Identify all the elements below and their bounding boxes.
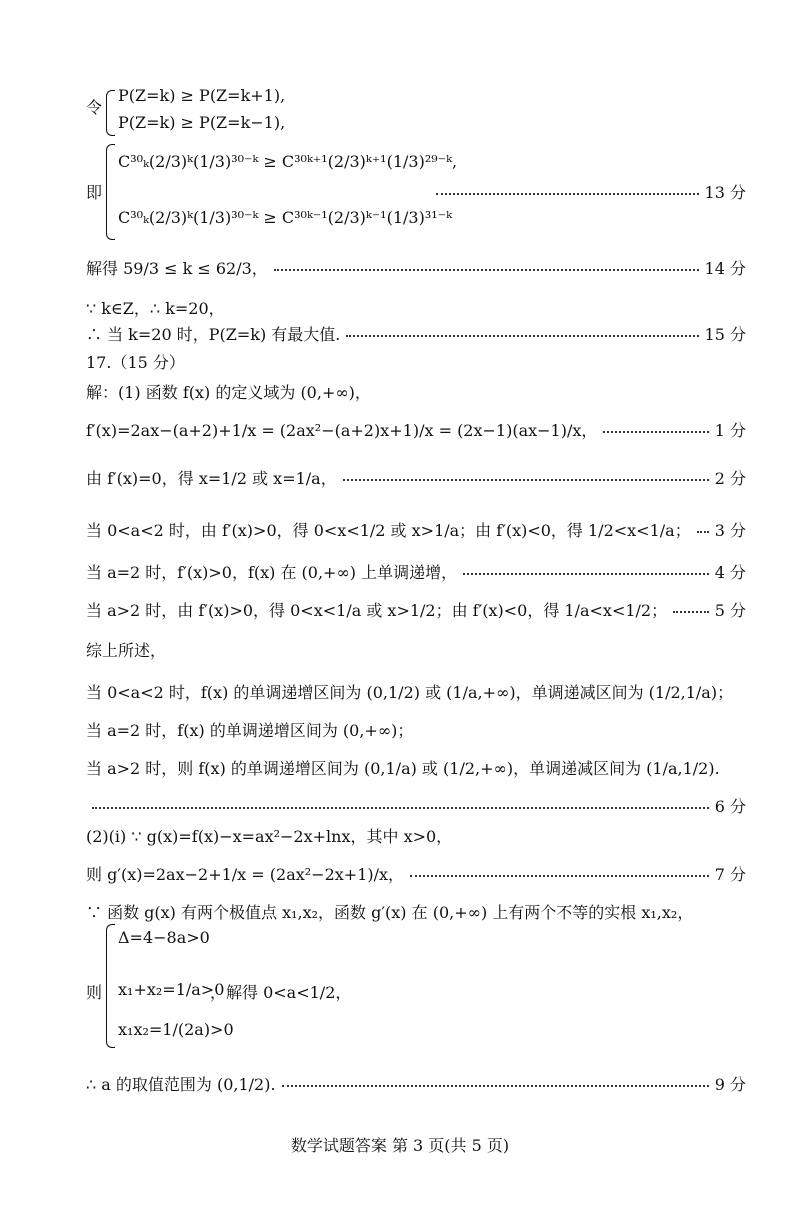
case-a-gt-2: 当 a>2 时，由 f′(x)>0，得 0<x<1/a 或 x>1/2；由 f′(x)<0，得 1/a<x<1/2； (86, 601, 668, 620)
line-9 (86, 466, 746, 489)
score-15: 15 分 (704, 325, 746, 344)
dot-leader (274, 269, 699, 271)
dot-leader (92, 807, 709, 809)
dot-leader (282, 1085, 709, 1087)
inequality-2a: C³⁰ₖ(2/3)ᵏ(1/3)³⁰⁻ᵏ ≥ C³⁰ᵏ⁺¹(2/3)ᵏ⁺¹(1/3)²⁹⁻ᵏ, (118, 152, 458, 171)
score-13: 13 分 (704, 183, 746, 202)
inequality-1a: P(Z=k) ≥ P(Z=k+1), (118, 86, 286, 105)
dot-leader (436, 193, 699, 195)
score-9: 9 分 (714, 1075, 746, 1094)
sum-of-roots: x₁+x₂=1/a>0 (118, 980, 225, 999)
k-integer: ∵ k∈Z，∴ k=20， (86, 299, 225, 318)
summary-a-eq-2: 当 a=2 时，f(x) 的单调递增区间为 (0,+∞)； (86, 721, 414, 740)
brace-2 (106, 144, 115, 240)
critical-points: 由 f′(x)=0，得 x=1/2 或 x=1/a， (86, 469, 337, 488)
domain-statement: 解：(1) 函数 f(x) 的定义域为 (0,+∞)， (86, 383, 371, 402)
line-17 (86, 794, 746, 817)
score-3: 3 分 (714, 521, 746, 540)
score-7: 7 分 (714, 865, 746, 884)
ling-label: 令 (86, 98, 103, 117)
summary-heading: 综上所述， (86, 641, 167, 660)
score-5: 5 分 (714, 601, 746, 620)
score-line-13 (430, 180, 746, 203)
dot-leader (603, 431, 708, 433)
derivative-g: 则 g′(x)=2ax−2+1/x = (2ax²−2x+1)/x， (86, 865, 405, 884)
line-3 (86, 256, 746, 279)
case-a-lt-2: 当 0<a<2 时，由 f′(x)>0，得 0<x<1/2 或 x>1/a；由 f′(x)<0，得 1/2<x<1/a； (86, 521, 691, 540)
line-15 (86, 718, 746, 741)
page-footer: 数学试题答案 第 3 页(共 5 页) (290, 1136, 510, 1155)
define-g: (2)(i) ∵ g(x)=f(x)−x=ax²−2x+lnx，其中 x>0， (86, 827, 453, 846)
brace-1 (106, 90, 115, 136)
line-16 (86, 756, 746, 779)
dot-leader (673, 611, 709, 613)
dot-leader (410, 875, 709, 877)
a-range-conclusion: ∴ a 的取值范围为 (0,1/2). (86, 1075, 276, 1094)
dot-leader (343, 479, 709, 481)
ze-label: 则 (86, 983, 103, 1002)
line-6 (86, 350, 746, 373)
line-20 (86, 900, 746, 923)
score-6: 6 分 (714, 797, 746, 816)
dot-leader (697, 531, 709, 533)
inequality-1b: P(Z=k) ≥ P(Z=k−1), (118, 113, 286, 132)
extreme-points-condition: ∵ 函数 g(x) 有两个极值点 x₁,x₂，函数 g′(x) 在 (0,+∞) 上有两个不等的实根 x₁,x₂， (86, 903, 694, 922)
line-4 (86, 296, 746, 319)
dot-leader (346, 335, 698, 337)
summary-a-lt-2: 当 0<a<2 时，f(x) 的单调递增区间为 (0,1/2) 或 (1/a,+∞)，单调递减区间为 (1/2,1/a)； (86, 683, 734, 702)
line-19 (86, 862, 746, 885)
max-value-statement: ∴ 当 k=20 时，P(Z=k) 有最大值. (86, 325, 341, 344)
line-7 (86, 380, 746, 403)
line-11 (86, 560, 746, 583)
score-1: 1 分 (714, 421, 746, 440)
ji-label: 即 (86, 183, 103, 202)
score-4: 4 分 (714, 563, 746, 582)
dot-leader (463, 573, 709, 575)
problem-17-heading: 17.（15 分） (86, 353, 185, 372)
case-a-eq-2: 当 a=2 时，f′(x)>0，f(x) 在 (0,+∞) 上单调递增， (86, 563, 458, 582)
line-10 (86, 518, 746, 541)
inequality-2b: C³⁰ₖ(2/3)ᵏ(1/3)³⁰⁻ᵏ ≥ C³⁰ᵏ⁻¹(2/3)ᵏ⁻¹(1/3)³¹⁻ᵏ (118, 208, 452, 227)
line-22 (86, 1072, 746, 1095)
discriminant: Δ=4−8a>0 (118, 928, 210, 947)
product-of-roots: x₁x₂=1/(2a)>0 (118, 1020, 234, 1039)
score-14: 14 分 (704, 259, 746, 278)
score-2: 2 分 (714, 469, 746, 488)
line-18 (86, 824, 746, 847)
brace-3 (106, 924, 115, 1048)
summary-a-gt-2: 当 a>2 时，则 f(x) 的单调递增区间为 (0,1/a) 或 (1/2,+∞)，单调递减区间为 (1/a,1/2). (86, 759, 720, 778)
line-5 (86, 322, 746, 345)
line-14 (86, 680, 746, 703)
solve-k-range: 解得 59/3 ≤ k ≤ 62/3， (86, 259, 268, 278)
solve-a-range: ，解得 0<a<1/2， (210, 983, 352, 1002)
derivative-f: f′(x)=2ax−(a+2)+1/x = (2ax²−(a+2)x+1)/x = (2x−1)(ax−1)/x， (86, 421, 598, 440)
line-12 (86, 598, 746, 621)
line-8 (86, 418, 746, 441)
line-13 (86, 638, 746, 661)
